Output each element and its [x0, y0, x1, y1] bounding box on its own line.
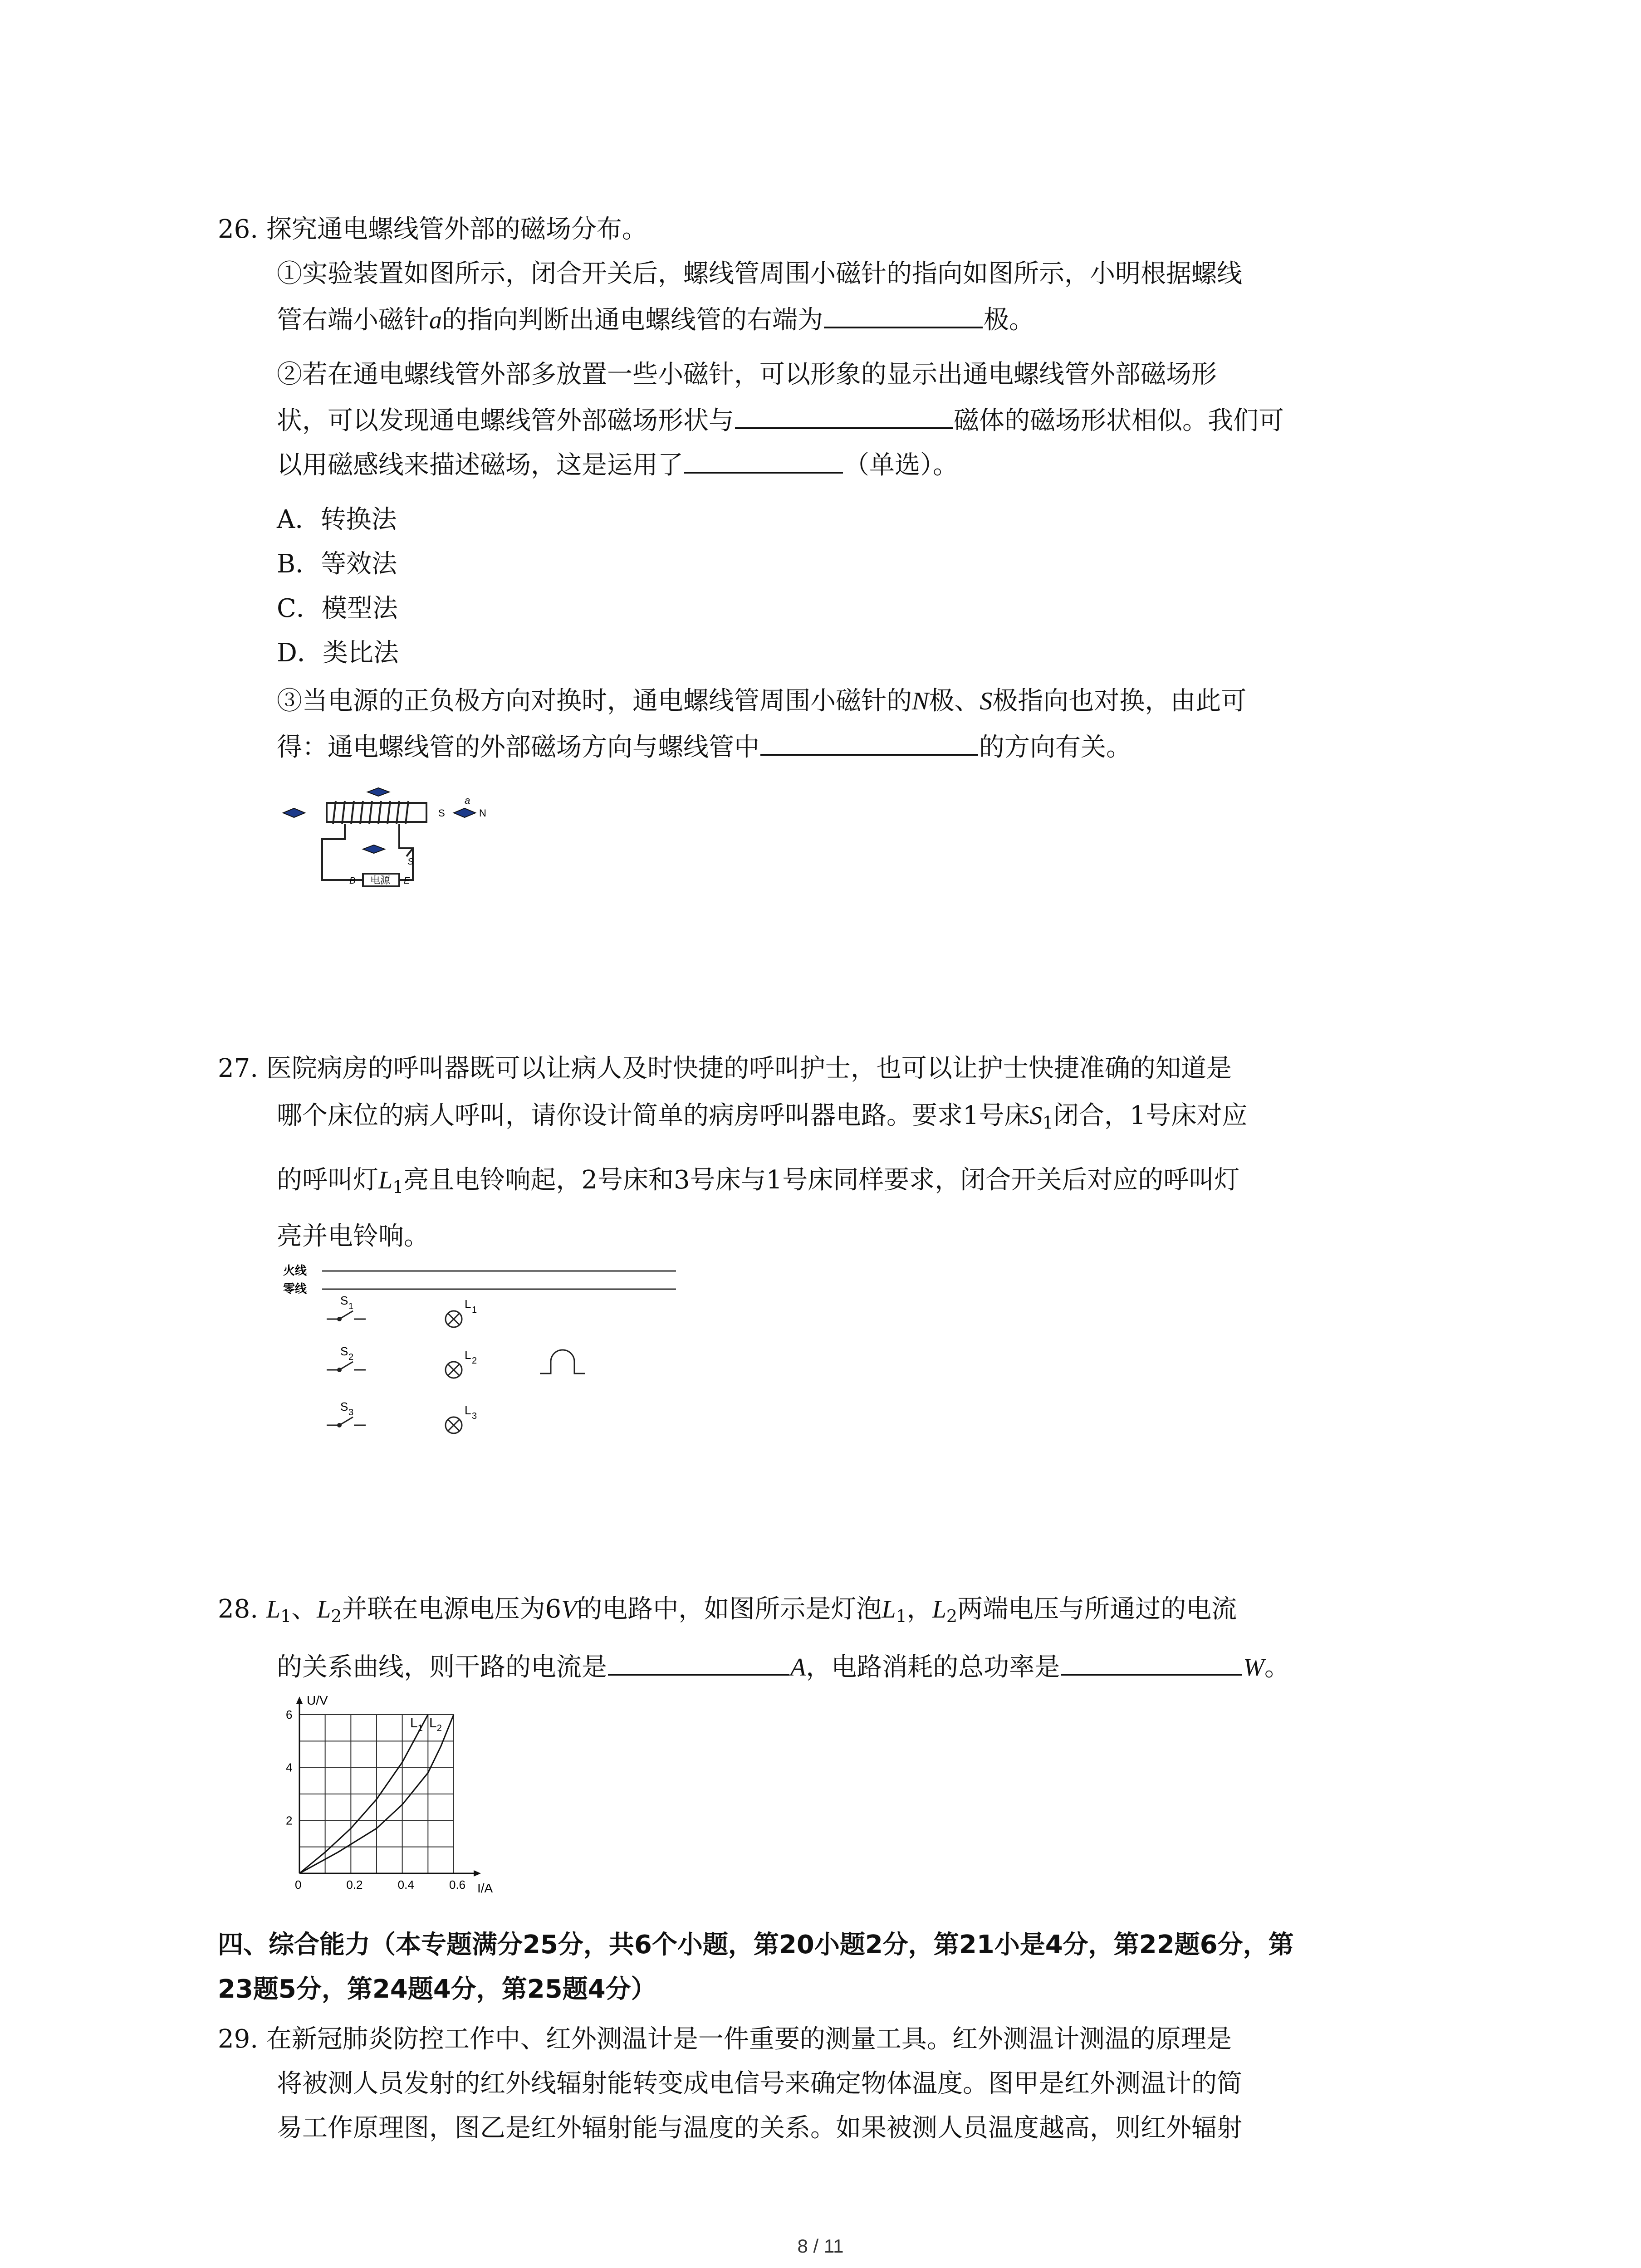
q26-line-3: 管右端小磁针a的指向判断出通电螺线管的右端为 极。: [277, 302, 1034, 337]
q26-title: 26. 探究通电螺线管外部的磁场分布。: [218, 215, 647, 244]
q29-line-3: 易工作原理图，图乙是红外辐射能与温度的关系。如果被测人员温度越高，则红外辐射: [277, 2113, 1242, 2143]
q26-option-a[interactable]: A．转换法: [277, 505, 397, 534]
q27-line-4: 亮并电铃响。: [277, 1222, 429, 1251]
svg-text:L: L: [465, 1403, 471, 1417]
q26-line-4: ②若在通电螺线管外部多放置一些小磁针，可以形象的显示出通电螺线管外部磁场形: [277, 360, 1217, 389]
chart-ylabel: U/V: [307, 1693, 328, 1707]
legend-l2: $L_2$: [429, 1716, 442, 1733]
q28-ui-chart: [272, 1687, 508, 1901]
q28-blank-current[interactable]: [608, 1649, 789, 1676]
y-tick-label: 2: [286, 1813, 293, 1828]
svg-text:S: S: [340, 1400, 348, 1413]
svg-text:S: S: [407, 857, 414, 867]
svg-text:S: S: [340, 1344, 348, 1358]
page-number: 8 / 11: [797, 2235, 844, 2257]
q26-blank-method[interactable]: [684, 447, 843, 474]
q29-title: 29. 在新冠肺炎防控工作中、红外测温计是一件重要的测量工具。红外测温计测温的原理是: [218, 2024, 1232, 2054]
compass-needle-right: [454, 808, 475, 817]
q26-line-7: ③当电源的正负极方向对换时，通电螺线管周围小磁针的N极、S极指向也对换，由此可: [277, 686, 1247, 716]
q28-line-2: 的关系曲线，则干路的电流是 A，电路消耗的总功率是 W。: [277, 1649, 1290, 1684]
q26-option-b[interactable]: B．等效法: [277, 549, 397, 579]
svg-text:L: L: [465, 1348, 471, 1362]
x-tick-label: 0: [295, 1878, 302, 1892]
svg-text:S: S: [340, 1294, 348, 1307]
q26-line-5: 状，可以发现通电螺线管外部磁场形状与 磁体的磁场形状相似。我们可: [277, 403, 1284, 437]
section-4-heading: 四、综合能力（本专题满分25分，共6个小题，第20小题2分，第21小是4分，第22题6分，第: [218, 1930, 1294, 1960]
q28-blank-power[interactable]: [1061, 1649, 1242, 1676]
q28-title: 28. $L_1$、$L_2$并联在电源电压为6V的电路中，如图所示是灯泡$L_1$，$L_2$两端电压与所通过的电流: [218, 1594, 1237, 1626]
q26-blank-magnet[interactable]: [735, 403, 953, 429]
svg-text:1: 1: [472, 1305, 477, 1315]
x-tick-label: 0.4: [397, 1878, 414, 1892]
legend-l1: $L_1$: [410, 1716, 423, 1733]
svg-text:3: 3: [472, 1411, 477, 1421]
q27-line-3: 的呼叫灯$L_1$亮且电铃响起，2号床和3号床与1号床同样要求，闭合开关后对应的呼叫灯: [277, 1165, 1240, 1197]
q27-line-2: 哪个床位的病人呼叫，请你设计简单的病房呼叫器电路。要求1号床$S_1$闭合，1号床对应: [277, 1101, 1248, 1133]
q27-circuit-figure: [277, 1261, 685, 1452]
q26-line-2: ①实验装置如图所示，闭合开关后，螺线管周围小磁针的指向如图所示，小明根据螺线: [277, 259, 1242, 288]
svg-text:3: 3: [348, 1408, 354, 1418]
svg-text:E: E: [404, 876, 410, 886]
svg-text:电源: 电源: [370, 875, 391, 886]
y-tick-label: 4: [286, 1760, 293, 1774]
svg-text:L: L: [465, 1297, 471, 1311]
chart-xlabel: I/A: [477, 1881, 493, 1895]
svg-text:2: 2: [348, 1352, 354, 1362]
q26-blank-pole[interactable]: [824, 302, 983, 328]
compass-needle-left: [283, 808, 305, 817]
q27-title: 27. 医院病房的呼叫器既可以让病人及时快捷的呼叫护士，也可以让护士快捷准确的知道是: [218, 1054, 1232, 1083]
q26-solenoid-figure: [277, 780, 513, 889]
svg-text:火线: 火线: [283, 1264, 307, 1277]
compass-needle-top: [367, 788, 389, 796]
y-axis-arrow: [296, 1696, 303, 1704]
y-tick-label: 6: [286, 1708, 293, 1721]
svg-text:1: 1: [348, 1301, 354, 1311]
svg-text:N: N: [479, 807, 486, 819]
svg-text:零线: 零线: [283, 1282, 307, 1295]
q29-line-2: 将被测人员发射的红外线辐射能转变成电信号来确定物体温度。图甲是红外测温计的简: [277, 2069, 1242, 2098]
bell-symbol: [540, 1350, 585, 1374]
svg-text:a: a: [465, 795, 470, 806]
q26-option-c[interactable]: C．模型法: [277, 594, 398, 623]
svg-text:2: 2: [472, 1356, 477, 1366]
section-4-heading-cont: 23题5分，第24题4分，第25题4分）: [218, 1975, 656, 2004]
compass-needle-middle: [363, 845, 385, 853]
q26-line-8: 得：通电螺线管的外部磁场方向与螺线管中 的方向有关。: [277, 729, 1132, 764]
q26-line-6: 以用磁感线来描述磁场，这是运用了 （单选）。: [277, 447, 958, 482]
x-axis-arrow: [474, 1870, 481, 1877]
x-tick-label: 0.6: [449, 1878, 466, 1892]
svg-text:B: B: [349, 876, 356, 886]
x-tick-label: 0.2: [346, 1878, 363, 1892]
svg-text:S: S: [438, 807, 445, 819]
q26-option-d[interactable]: D．类比法: [277, 638, 399, 668]
q26-blank-direction[interactable]: [760, 729, 978, 756]
